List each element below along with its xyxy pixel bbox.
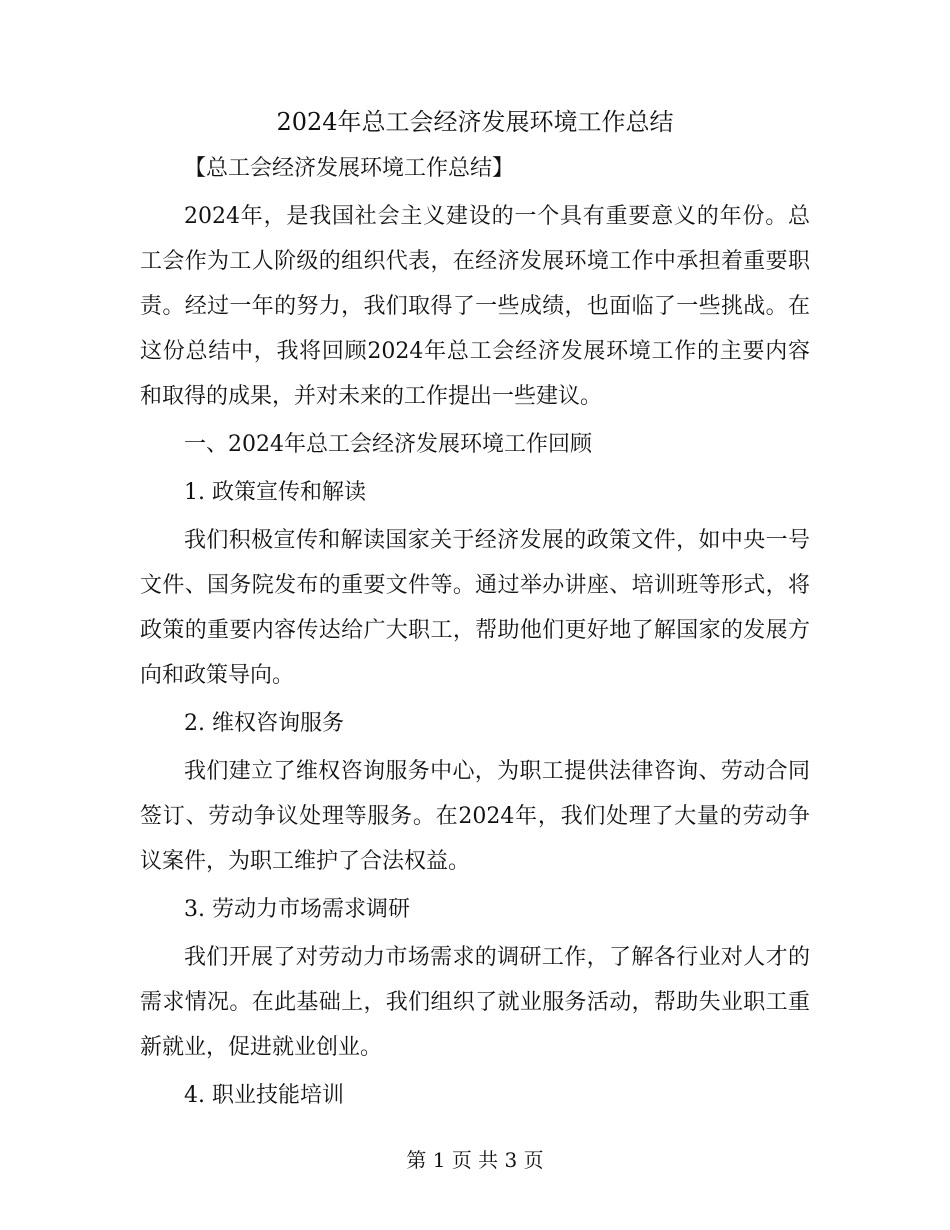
item-heading-rights: 2. 维权咨询服务 <box>184 711 344 736</box>
paragraph-policy: 我们积极宣传和解读国家关于经济发展的政策文件，如中央一号文件、国务院发布的重要文件等。通过举办讲座、培训班等形式，将政策的重要内容传达给广大职工，帮助他们更好地了解国家的发展方向和政策导向。 <box>140 528 810 688</box>
item-heading-policy: 1. 政策宣传和解读 <box>184 480 366 505</box>
paragraph-labor-market: 我们开展了对劳动力市场需求的调研工作，了解各行业对人才的需求情况。在此基础上，我们组织了就业服务活动，帮助失业职工重新就业，促进就业创业。 <box>140 945 810 1060</box>
paragraph-intro: 2024年，是我国社会主义建设的一个具有重要意义的年份。总工会作为工人阶级的组织代表，在经济发展环境工作中承担着重要职责。经过一年的努力，我们取得了一些成绩，也面临了一些挑战。在这份总结中，我将回顾2024年总工会经济发展环境工作的主要内容和取得的成果，并对未来的工作提出一些建议。 <box>140 204 810 409</box>
paragraph-rights: 我们建立了维权咨询服务中心，为职工提供法律咨询、劳动合同签订、劳动争议处理等服务。在2024年，我们处理了大量的劳动争议案件，为职工维护了合法权益。 <box>140 759 810 874</box>
document-title: 2024年总工会经济发展环境工作总结 <box>276 108 674 136</box>
section-heading-review: 一、2024年总工会经济发展环境工作回顾 <box>184 432 592 457</box>
item-heading-labor-market: 3. 劳动力市场需求调研 <box>184 897 410 922</box>
document-body <box>140 100 810 1118</box>
page-number-footer: 第 1 页 共 3 页 <box>406 1148 544 1172</box>
paragraph-subtitle: 【总工会经济发展环境工作总结】 <box>184 156 515 181</box>
item-heading-skills-training: 4. 职业技能培训 <box>184 1083 344 1108</box>
